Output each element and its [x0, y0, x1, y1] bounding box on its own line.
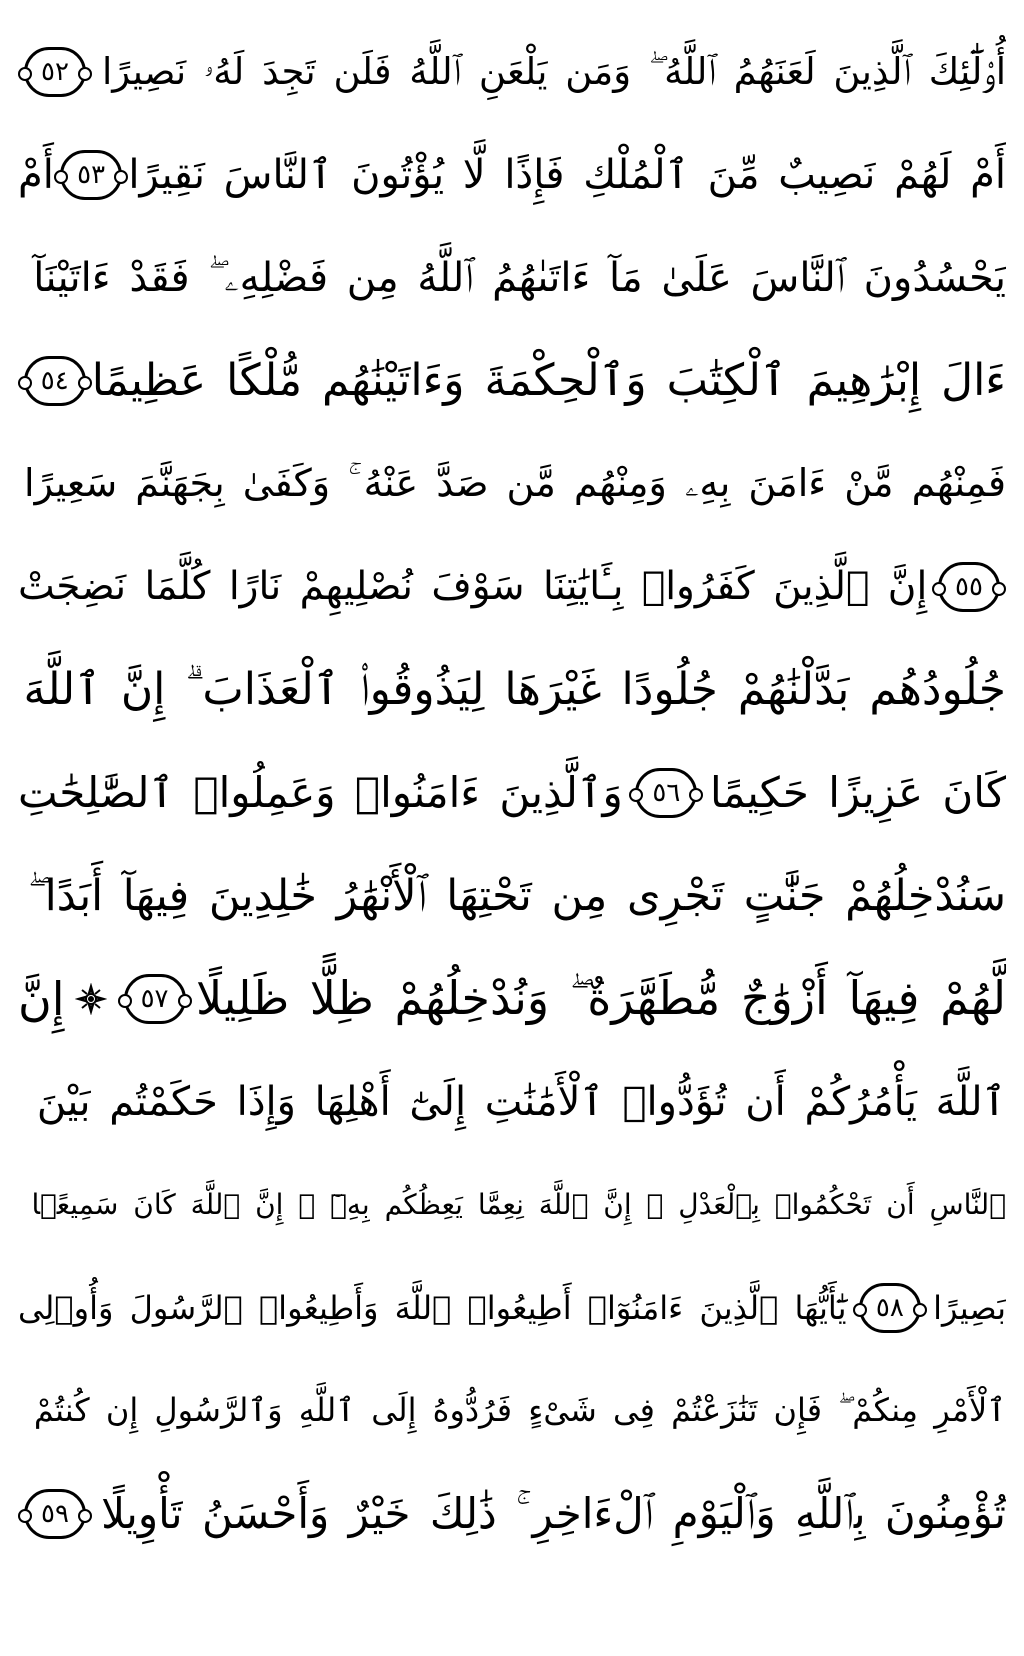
text-line: [18, 226, 1006, 329]
verse-text: ٱلْأَمْرِ مِنكُمْ ۖ فَإِن تَنَٰزَعْتُمْ فِى شَىْءٍ فَرُدُّوهُ إِلَى ٱللَّهِ وَٱلرَّسُولِ إِن كُنتُمْ: [33, 1391, 1006, 1429]
verse-text: يَحْسُدُونَ ٱلنَّاسَ عَلَىٰ مَآ ءَاتَىٰهُمُ ٱللَّهُ مِن فَضْلِهِۦ ۖ فَقَدْ ءَاتَيْنَآ: [33, 254, 1006, 301]
verse-text: ءَالَ إِبْرَٰهِيمَ ٱلْكِتَٰبَ وَٱلْحِكْمَةَ وَءَاتَيْنَٰهُم مُّلْكًا عَظِيمًا: [91, 355, 1006, 406]
ayah-end-marker: ٥٥: [938, 562, 1000, 612]
verse-text: أَمْ لَهُمْ نَصِيبٌ مِّنَ ٱلْمُلْكِ فَإِذًا لَّا يُؤْتُونَ ٱلنَّاسَ نَقِيرًا: [128, 151, 1006, 198]
verse-text: لَّهُمْ فِيهَآ أَزْوَٰجٌ مُّطَهَّرَةٌ ۖ وَنُدْخِلُهُمْ ظِلًّا ظَلِيلًا: [196, 970, 1006, 1025]
verse-text: يَٰٓأَيُّهَا ٱلَّذِينَ ءَامَنُوٓا۟ أَطِيعُوا۟ ٱللَّهَ وَأَطِيعُوا۟ ٱلرَّسُولَ وَأُو۟لِى: [18, 1288, 847, 1327]
ayah-end-marker: ٥٨: [859, 1283, 921, 1333]
ayah-end-marker: ٥٤: [24, 356, 86, 406]
hizb-quarter-icon: [75, 983, 107, 1015]
text-line: [18, 329, 1006, 432]
text-line: [18, 1256, 1006, 1359]
verse-text: ٱلنَّاسِ أَن تَحْكُمُوا۟ بِٱلْعَدْلِ ۚ إِنَّ ٱللَّهَ نِعِمَّا يَعِظُكُم بِهِۦٓ ۗ إِنَّ ٱللَّهَ كَانَ سَمِيعًۢا: [31, 1188, 1006, 1221]
text-line: [18, 947, 1006, 1050]
verse-text: إِنَّ ٱلَّذِينَ كَفَرُوا۟ بِـَٔايَٰتِنَا سَوْفَ نُصْلِيهِمْ نَارًا كُلَّمَا نَضِجَتْ: [18, 564, 928, 609]
ayah-end-marker: ٥٣: [60, 150, 122, 200]
text-line: [18, 638, 1006, 741]
verse-text: أُو۟لَٰٓئِكَ ٱلَّذِينَ لَعَنَهُمُ ٱللَّهُ ۖ وَمَن يَلْعَنِ ٱللَّهُ فَلَن تَجِدَ لَهُۥ نَصِيرًا: [101, 49, 1006, 93]
text-line: [18, 844, 1006, 947]
ayah-end-marker: ٥٧: [124, 974, 186, 1024]
text-line: [18, 1359, 1006, 1462]
ayah-end-marker: ٥٦: [635, 768, 697, 818]
text-line: [18, 1153, 1006, 1256]
text-line: [18, 432, 1006, 535]
ayah-end-marker: ٥٩: [24, 1489, 86, 1539]
verse-text: سَنُدْخِلُهُمْ جَنَّٰتٍ تَجْرِى مِن تَحْتِهَا ٱلْأَنْهَٰرُ خَٰلِدِينَ فِيهَآ أَبَدًا ۖ: [27, 870, 1006, 921]
text-line: [18, 20, 1006, 123]
verse-text: جُلُودُهُم بَدَّلْنَٰهُمْ جُلُودًا غَيْرَهَا لِيَذُوقُوا۟ ٱلْعَذَابَ ۗ إِنَّ ٱللَّهَ: [23, 664, 1006, 715]
text-line: [18, 1462, 1006, 1565]
verse-text: بَصِيرًا: [933, 1288, 1006, 1327]
verse-text: فَمِنْهُم مَّنْ ءَامَنَ بِهِۦ وَمِنْهُم مَّن صَدَّ عَنْهُ ۚ وَكَفَىٰ بِجَهَنَّمَ سَعِيرًا: [24, 461, 1006, 505]
text-line: [18, 741, 1006, 844]
verse-text: إِنَّ: [18, 971, 65, 1026]
text-line: [18, 535, 1006, 638]
verse-text: تُؤْمِنُونَ بِٱللَّهِ وَٱلْيَوْمِ ٱلْءَاخِرِ ۚ ذَٰلِكَ خَيْرٌ وَأَحْسَنُ تَأْوِيلًا: [101, 1488, 1006, 1538]
verse-text: وَٱلَّذِينَ ءَامَنُوا۟ وَعَمِلُوا۟ ٱلصَّٰلِحَٰتِ: [18, 768, 623, 817]
verse-text: أَمْ: [18, 151, 54, 198]
text-line: [18, 123, 1006, 226]
text-line: [18, 1050, 1006, 1153]
ayah-end-marker: ٥٢: [24, 47, 86, 97]
verse-text: كَانَ عَزِيزًا حَكِيمًا: [709, 768, 1006, 817]
verse-text: ٱللَّهَ يَأْمُرُكُمْ أَن تُؤَدُّوا۟ ٱلْأَمَٰنَٰتِ إِلَىٰٓ أَهْلِهَا وَإِذَا حَكَمْتُم بَيْنَ: [36, 1078, 1006, 1125]
